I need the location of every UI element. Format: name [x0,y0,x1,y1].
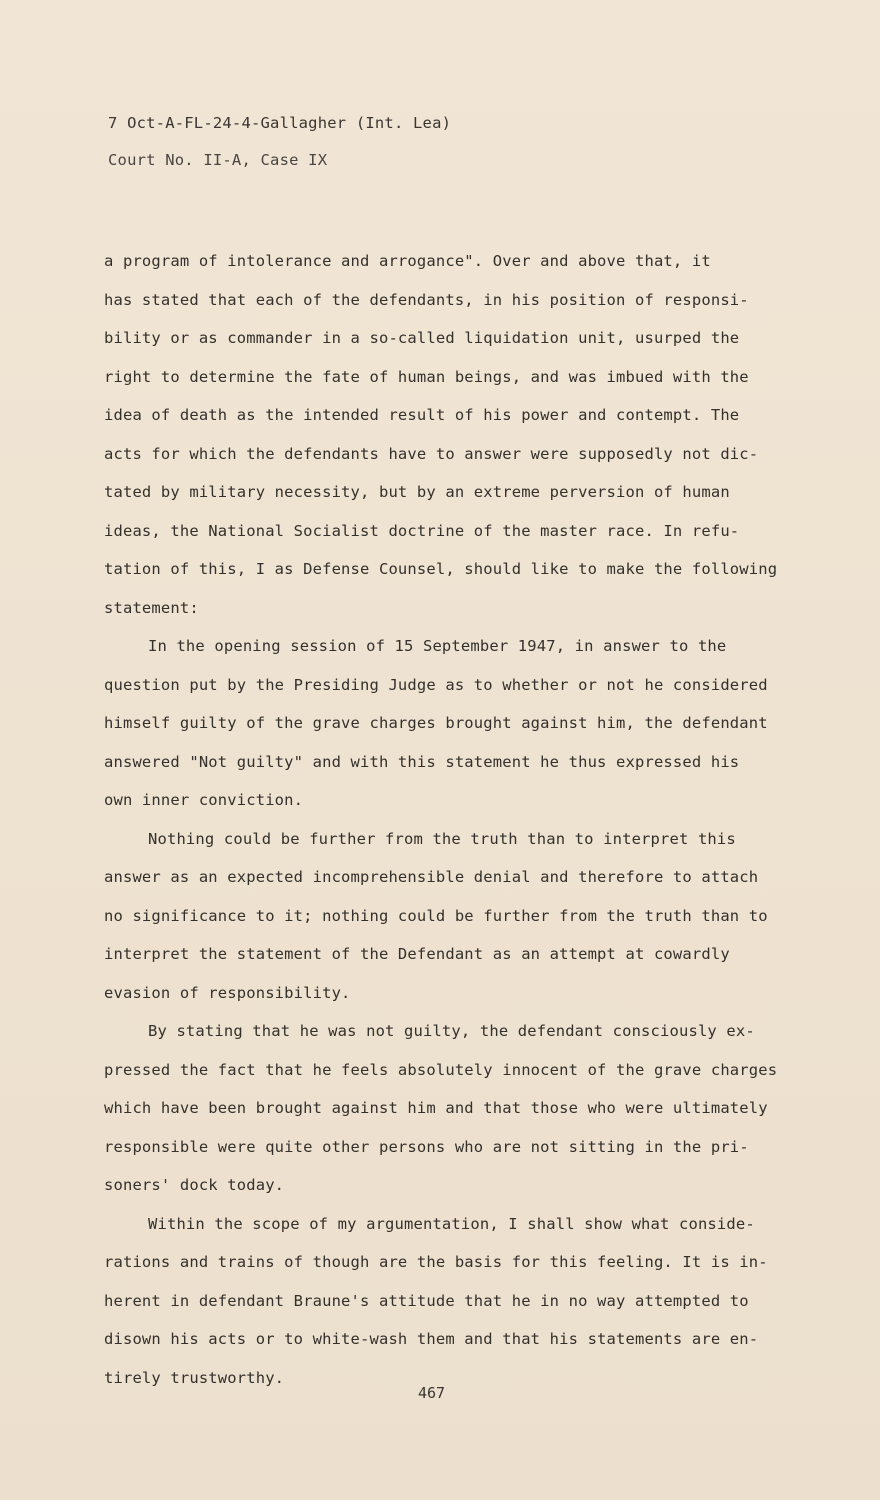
text-line: statement: [104,598,199,617]
text-line: tirely trustworthy. [104,1368,285,1387]
paragraph-start-line: By stating that he was not guilty, the defendant consciously ex- [148,1022,755,1040]
text-line: interpret the statement of the Defendant as an attempt at cowardly [104,945,730,963]
text-line: tation of this, I as Defense Counsel, should like to make the following [104,560,778,578]
text-line: tated by military necessity, but by an extreme perversion of human [104,483,730,501]
court-case-line: Court No. II-A, Case IX [108,151,328,169]
text-line: bility or as commander in a so-called liquidation unit, usurped the [104,329,740,347]
page-number: 467 [418,1384,446,1402]
text-line: answered "Not guilty" and with this statement he thus expressed his [104,752,740,771]
text-line: which have been brought against him and that those who were ultimately [104,1099,768,1117]
text-line: responsible were quite other persons who are not sitting in the pri- [104,1137,749,1156]
text-line: own inner conviction. [104,791,304,809]
text-line: has stated that each of the defendants, in his position of responsi- [104,290,749,309]
text-line: evasion of responsibility. [104,983,351,1002]
text-line: a program of intolerance and arrogance". Over and above that, it [104,252,711,270]
text-line: acts for which the defendants have to answer were supposedly not dic- [104,444,759,463]
paragraph-start-line: Within the scope of my argumentation, I shall show what conside- [148,1214,755,1233]
text-line: rations and trains of though are the basis for this feeling. It is in- [104,1253,768,1271]
document-reference-line: 7 Oct-A-FL-24-4-Gallagher (Int. Lea) [108,114,452,132]
text-line: herent in defendant Braune's attitude that he in no way attempted to [104,1291,749,1310]
text-line: disown his acts or to white-wash them and that his statements are en- [104,1330,759,1348]
document-body [104,242,794,1397]
text-line: no significance to it; nothing could be further from the truth than to [104,906,768,925]
text-line: ideas, the National Socialist doctrine of the master race. In refu- [104,521,740,540]
text-line: himself guilty of the grave charges brought against him, the defendant [104,714,768,732]
text-line: soners' dock today. [104,1176,285,1194]
text-line: idea of death as the intended result of his power and contempt. The [104,406,740,424]
paragraph-start-line: Nothing could be further from the truth than to interpret this [148,829,736,848]
text-line: pressed the fact that he feels absolutely innocent of the grave charges [104,1060,778,1079]
text-line: question put by the Presiding Judge as to whether or not he considered [104,675,768,694]
text-line: right to determine the fate of human beings, and was imbued with the [104,367,749,386]
paragraph-start-line: In the opening session of 15 September 1947, in answer to the [148,637,727,655]
text-line: answer as an expected incomprehensible denial and therefore to attach [104,868,759,886]
